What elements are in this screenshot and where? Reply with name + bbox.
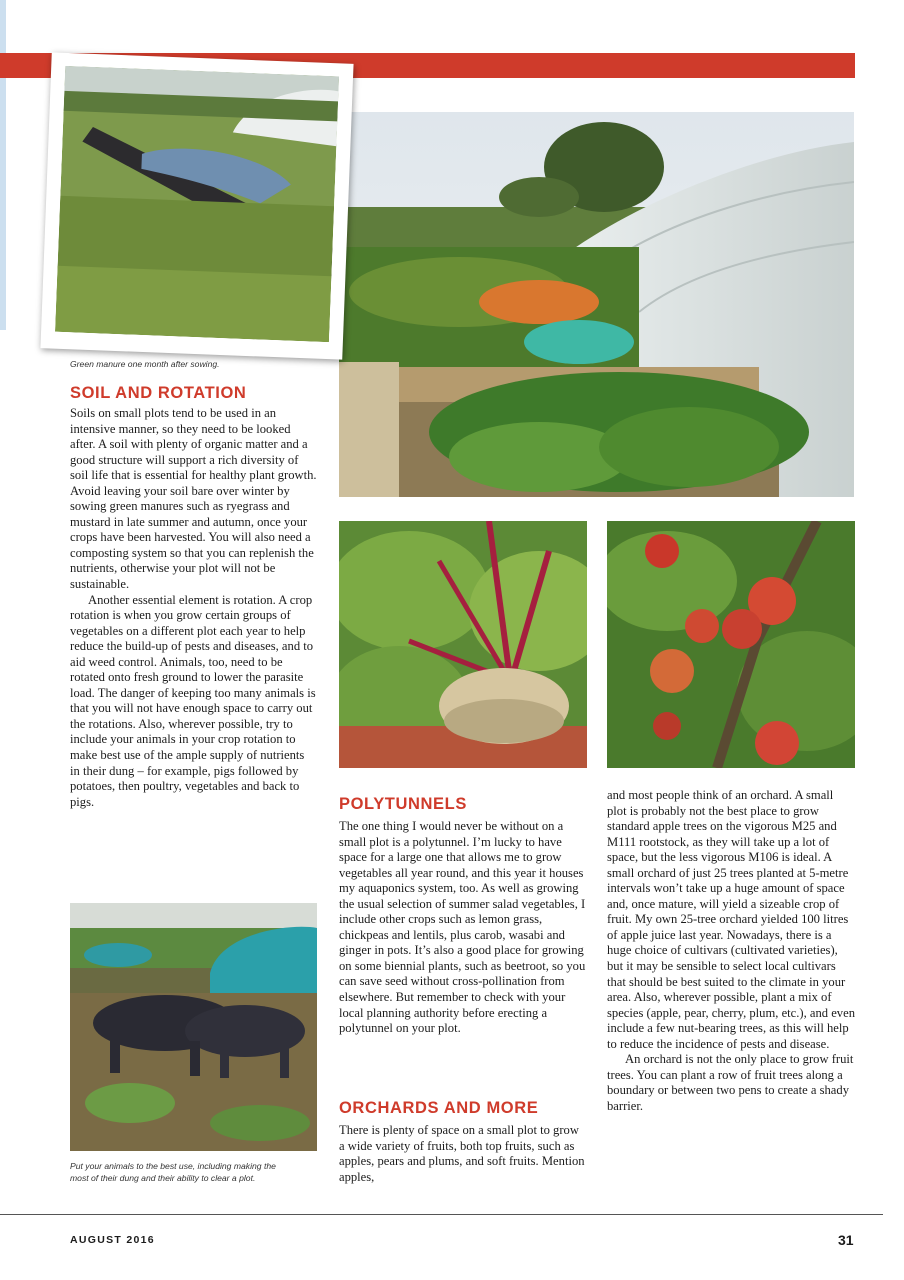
footer-rule	[0, 1214, 883, 1215]
orchards-final-paragraph: An orchard is not the only place to grow fruit trees. You can plant a row of fruit trees along a boundary or between two pens to create a shady barrier.	[607, 1052, 854, 1113]
polytunnels-text	[339, 819, 586, 1037]
orchards-continuation: and most people think of an orchard. A small plot is probably not the best place to grow standard apple trees on the vigorous M25 and M111 rootstock, as they will take up a lot of space, but the less vigorous M106 is ideal. A small orchard of just 25 trees planted at 5-metre intervals won’t take up a huge amount of space and, once mature, will yield a sizeable crop of fruit. My own 25-tree orchard yielded 100 litres of apple juice last year. Nowadays, there is a huge choice of cultivars (cultivated varieties), but it may be sensible to select local cultivars that should be best suited to the climate in your area. Also, wherever possible, plant a mix of species (apple, pear, cherry, plum, etc.), and even include a few nut-bearing trees, as this will help to reduce the incidence of pests and disease.	[607, 788, 855, 1051]
green-manure-caption: Green manure one month after sowing.	[70, 359, 220, 369]
page-edge-tint	[0, 0, 6, 330]
orchards-intro: There is plenty of space on a small plot to grow a wide variety of fruits, both top fruits, such as apples, pears and plums, and soft fruits. Mention apples,	[339, 1123, 585, 1184]
green-manure-polaroid	[40, 52, 353, 359]
pigs-photo	[70, 903, 317, 1151]
pigs-caption-line-1: Put your animals to the best use, including making the	[70, 1161, 276, 1171]
orchards-intro-text	[339, 1123, 586, 1185]
beetroot-photo	[339, 521, 587, 768]
soil-paragraph-2: Another essential element is rotation. A crop rotation is when you grow certain groups of vegetables on a different plot each year to help reduce the build-up of pests and diseases, and to aid weed control. Animals, too, need to be rotated onto fresh ground to lower the parasite load. The danger of keeping too many animals is that you will not have enough space to carry out the rotations. Also, wherever possible, try to include your animals in your crop rotation to make best use of the ample supply of nutrients in their dung – for example, pigs followed by potatoes, then poultry, vegetables and back to pigs.	[70, 592, 316, 809]
page-number: 31	[838, 1232, 854, 1248]
orchards-heading: ORCHARDS AND MORE	[339, 1099, 539, 1117]
issue-date: AUGUST 2016	[70, 1234, 155, 1246]
soil-rotation-text	[70, 406, 317, 810]
pigs-caption	[70, 1160, 320, 1184]
orchards-continued-text	[607, 788, 855, 1114]
polytunnel-photo	[339, 112, 854, 497]
soil-rotation-heading: SOIL AND ROTATION	[70, 384, 247, 402]
apple-tree-photo	[607, 521, 855, 768]
polytunnels-heading: POLYTUNNELS	[339, 795, 467, 813]
soil-paragraph-1: Soils on small plots tend to be used in an intensive manner, so they need to be looked after. A soil with plenty of organic matter and a good structure will support a rich diversity of soil life that is essential for healthy plant growth. Avoid leaving your soil bare over winter by sowing green manures such as ryegrass and mustard in late summer and autumn, once your crops have been harvested. You will also need a composting system so that you can replenish the nutrients, otherwise your plot will not be sustainable.	[70, 406, 317, 592]
pigs-caption-line-2: most of their dung and their ability to clear a plot.	[70, 1173, 256, 1183]
green-manure-photo	[55, 66, 339, 342]
polytunnels-paragraph: The one thing I would never be without on a small plot is a polytunnel. I’m lucky to have space for a large one that allows me to grow vegetables all year round, and this year it houses my aquaponics system, too. As well as growing the usual selection of summer salad vegetables, I include other crops such as lemon grass, chickpeas and lentils, plus carob, wasabi and ginger in pots. It’s also a good place for growing on some biennial plants, such as beetroot, so you can save seed without cross-pollination from elsewhere. But remember to check with your local planning authority before erecting a polytunnel on your plot.	[339, 819, 586, 1036]
